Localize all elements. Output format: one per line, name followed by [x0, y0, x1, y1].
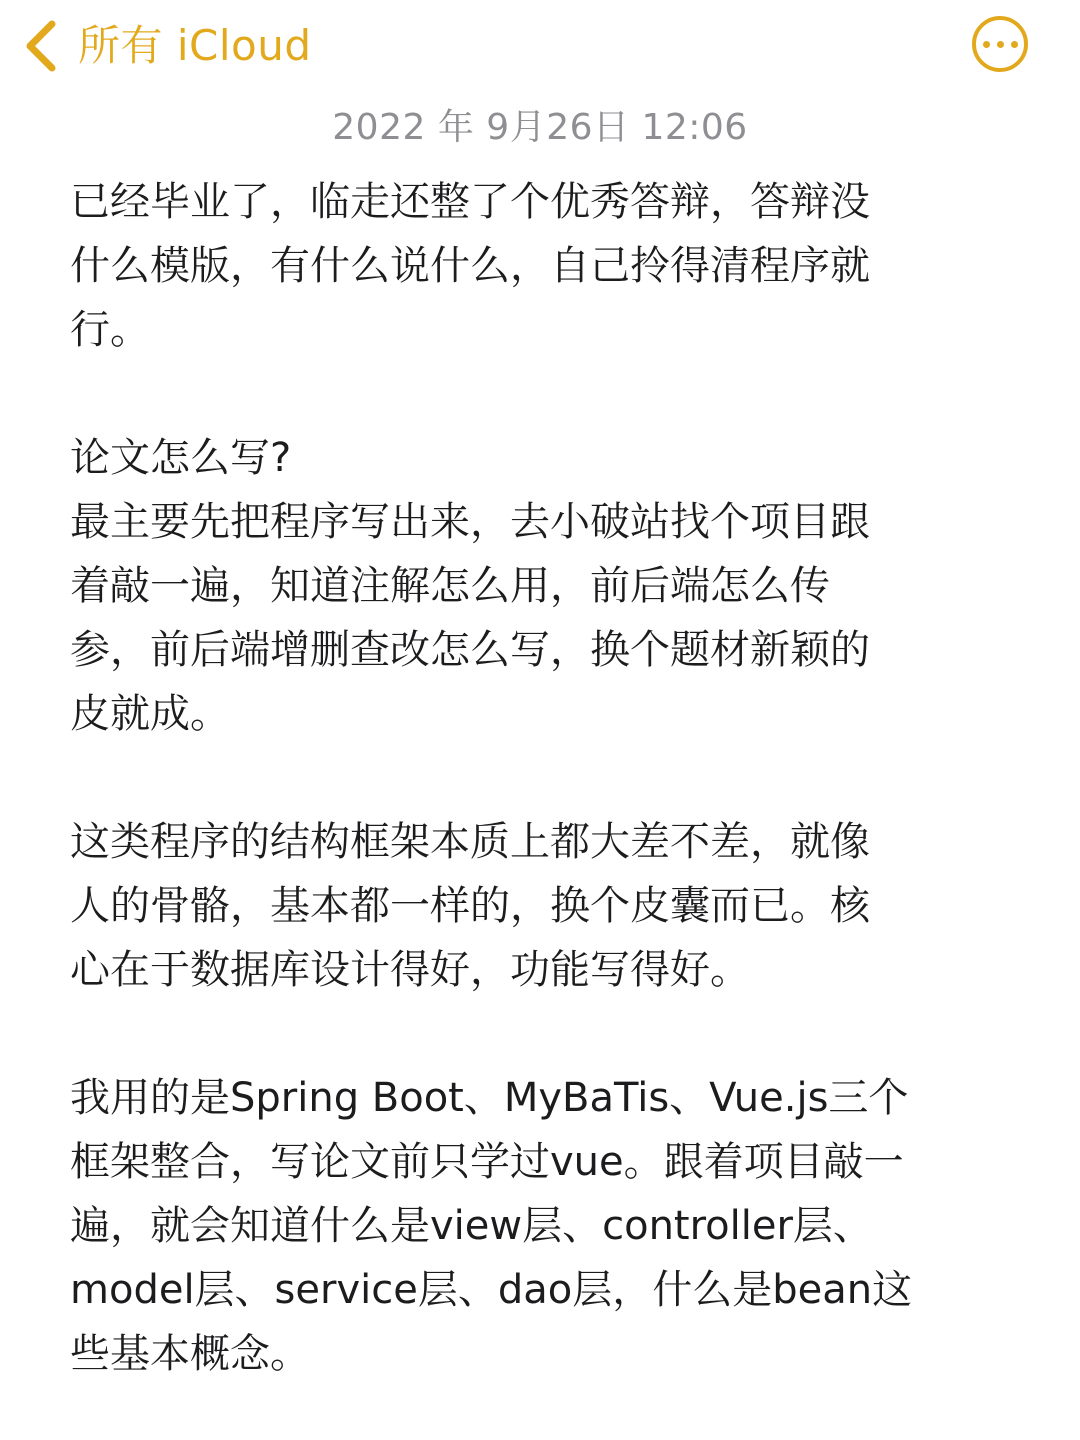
paragraph [70, 810, 1020, 1002]
paragraph-spacer [70, 746, 1020, 810]
back-label: 所有 iCloud [78, 21, 312, 70]
note-line: 些基本概念。 [70, 1331, 310, 1377]
paragraph [70, 426, 1020, 746]
note-line: model层、service层、dao层，什么是bean这 [70, 1267, 913, 1313]
note-line: 皮就成。 [70, 691, 230, 737]
note-line: 这类程序的结构框架本质上都大差不差，就像 [70, 819, 870, 865]
note-line: 什么模版，有什么说什么，自己拎得清程序就 [70, 243, 870, 289]
note-line: 遍，就会知道什么是view层、controller层、 [70, 1203, 873, 1249]
navigation-bar [0, 0, 1080, 92]
note-line: 最主要先把程序写出来，去小破站找个项目跟 [70, 499, 870, 545]
note-line: 着敲一遍，知道注解怎么用，前后端怎么传 [70, 563, 830, 609]
note-line: 已经毕业了，临走还整了个优秀答辩，答辩没 [70, 179, 870, 225]
note-body[interactable] [70, 170, 1020, 1386]
paragraph-spacer [70, 1002, 1020, 1066]
note-line: 心在于数据库设计得好，功能写得好。 [70, 947, 750, 993]
back-button[interactable] [22, 14, 312, 78]
paragraph [70, 1066, 1020, 1386]
more-options-button[interactable] [972, 16, 1028, 72]
note-line: 论文怎么写? [70, 435, 292, 481]
paragraph-spacer [70, 362, 1020, 426]
note-line: 参，前后端增删查改怎么写，换个题材新颖的 [70, 627, 870, 673]
paragraph [70, 170, 1020, 362]
note-line: 行。 [70, 307, 150, 353]
note-line: 我用的是Spring Boot、MyBaTis、Vue.js三个 [70, 1075, 909, 1121]
note-timestamp: 2022 年 9月26日 12:06 [332, 107, 748, 148]
note-line: 人的骨骼，基本都一样的，换个皮囊而已。核 [70, 883, 870, 929]
note-line: 框架整合，写论文前只学过vue。跟着项目敲一 [70, 1139, 904, 1185]
ellipsis-circle-icon [983, 41, 1018, 48]
chevron-left-icon [22, 16, 62, 76]
